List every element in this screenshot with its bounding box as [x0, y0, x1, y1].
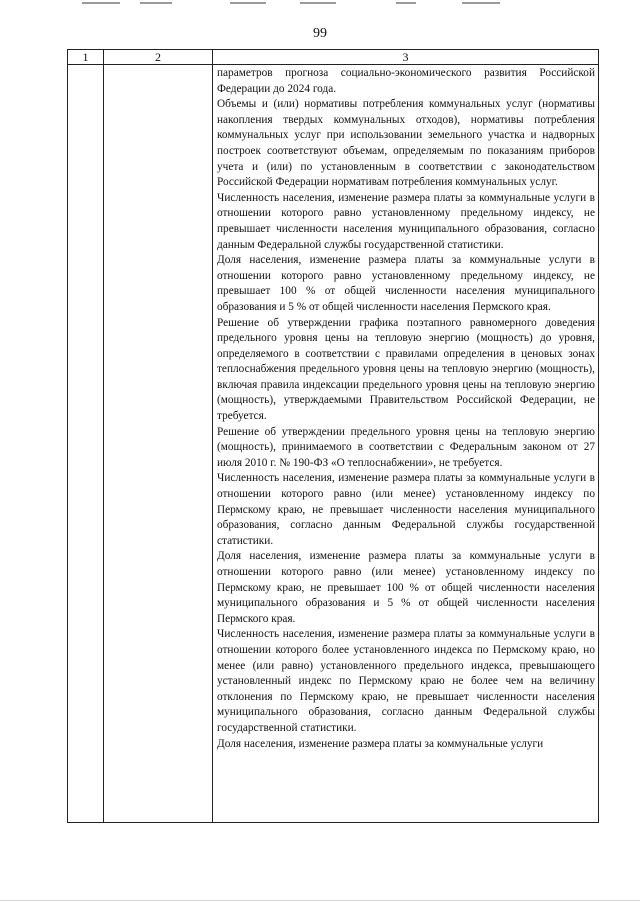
paragraph: Доля населения, изменение размера платы за коммунальные услуги в отношении которого равно (или менее) установленному индексу по Пермскому краю, не превышает 100 % от общей численности населения муниципального образования и 5 % от общей численности населения Пермского края.	[217, 550, 595, 625]
column-header-3: 3	[213, 50, 599, 65]
document-table	[67, 49, 599, 823]
cell-column-2	[104, 65, 213, 823]
paragraph: Доля населения, изменение размера платы за коммунальные услуги в отношении которого равно установленному предельному индексу, не превышает 100 % от общей численности населения муниципального образования и 5 % от общей численности населения Пермского края.	[217, 254, 595, 313]
paragraph: Численность населения, изменение размера платы за коммунальные услуги в отношении которого равно (или менее) установленному индексу по Пермскому краю, не превышает численности населения муниципального образования, согласно данным Федеральной службы государственной статистики.	[217, 472, 595, 547]
paragraph: Решение об утверждении графика поэтапного равномерного доведения предельного уровня цены на тепловую энергию (мощность) до уровня, определяемого в соответствии с правилами определения в ценовых зонах теплоснабжения предельного уровня цены на тепловую энергию (мощность), включая правила индексации предельного уровня цены на тепловую энергию (мощность), утверждаемыми Правительством Российской Федерации, не требуется.	[217, 316, 595, 423]
table-row	[68, 65, 599, 823]
paragraph: Численность населения, изменение размера платы за коммунальные услуги в отношении которого более установленного индекса по Пермскому краю, но менее (или равно) установленного предельного индекса, превышающего установленный индекс по Пермскому краю не более чем на величину отклонения по Пермскому краю, не превышает численности населения муниципального образования, согласно данным Федеральной службы государственной статистики.	[217, 628, 595, 734]
paragraph: Доля населения, изменение размера платы за коммунальные услуги	[217, 737, 544, 750]
scan-edge-marks	[0, 0, 640, 8]
paragraph: Решение об утверждении предельного уровня цены на тепловую энергию (мощность), принимаемого в соответствии с Федеральным законом от 27 июля 2010 г. № 190-ФЗ «О теплоснабжении», не требуется.	[217, 425, 595, 469]
cell-column-1	[68, 65, 104, 823]
column-header-1: 1	[68, 50, 104, 65]
paragraph: Численность населения, изменение размера платы за коммунальные услуги в отношении которого равно установленному предельному индексу, не превышает численности населения муниципального образования, согласно данным Федеральной службы государственной статистики.	[217, 191, 595, 251]
column-header-2: 2	[104, 50, 213, 65]
cell-column-3	[213, 65, 599, 823]
paragraph: Объемы и (или) нормативы потребления коммунальных услуг (нормативы накопления твердых коммунальных отходов), нормативы потребления коммунальных услуг при использовании земельного участка и надворных построек соответствуют объемам, определяемым по показаниям приборов учета и (или) по установленным в соответствии с законодательством Российской Федерации нормативам потребления коммунальных услуг.	[217, 98, 595, 189]
paragraph: параметров прогноза социально-экономического развития Российской Федерации до 2024 года.	[217, 67, 595, 95]
scan-bottom-edge	[0, 900, 640, 901]
header-row	[68, 50, 599, 65]
page-number: 99	[313, 26, 327, 41]
